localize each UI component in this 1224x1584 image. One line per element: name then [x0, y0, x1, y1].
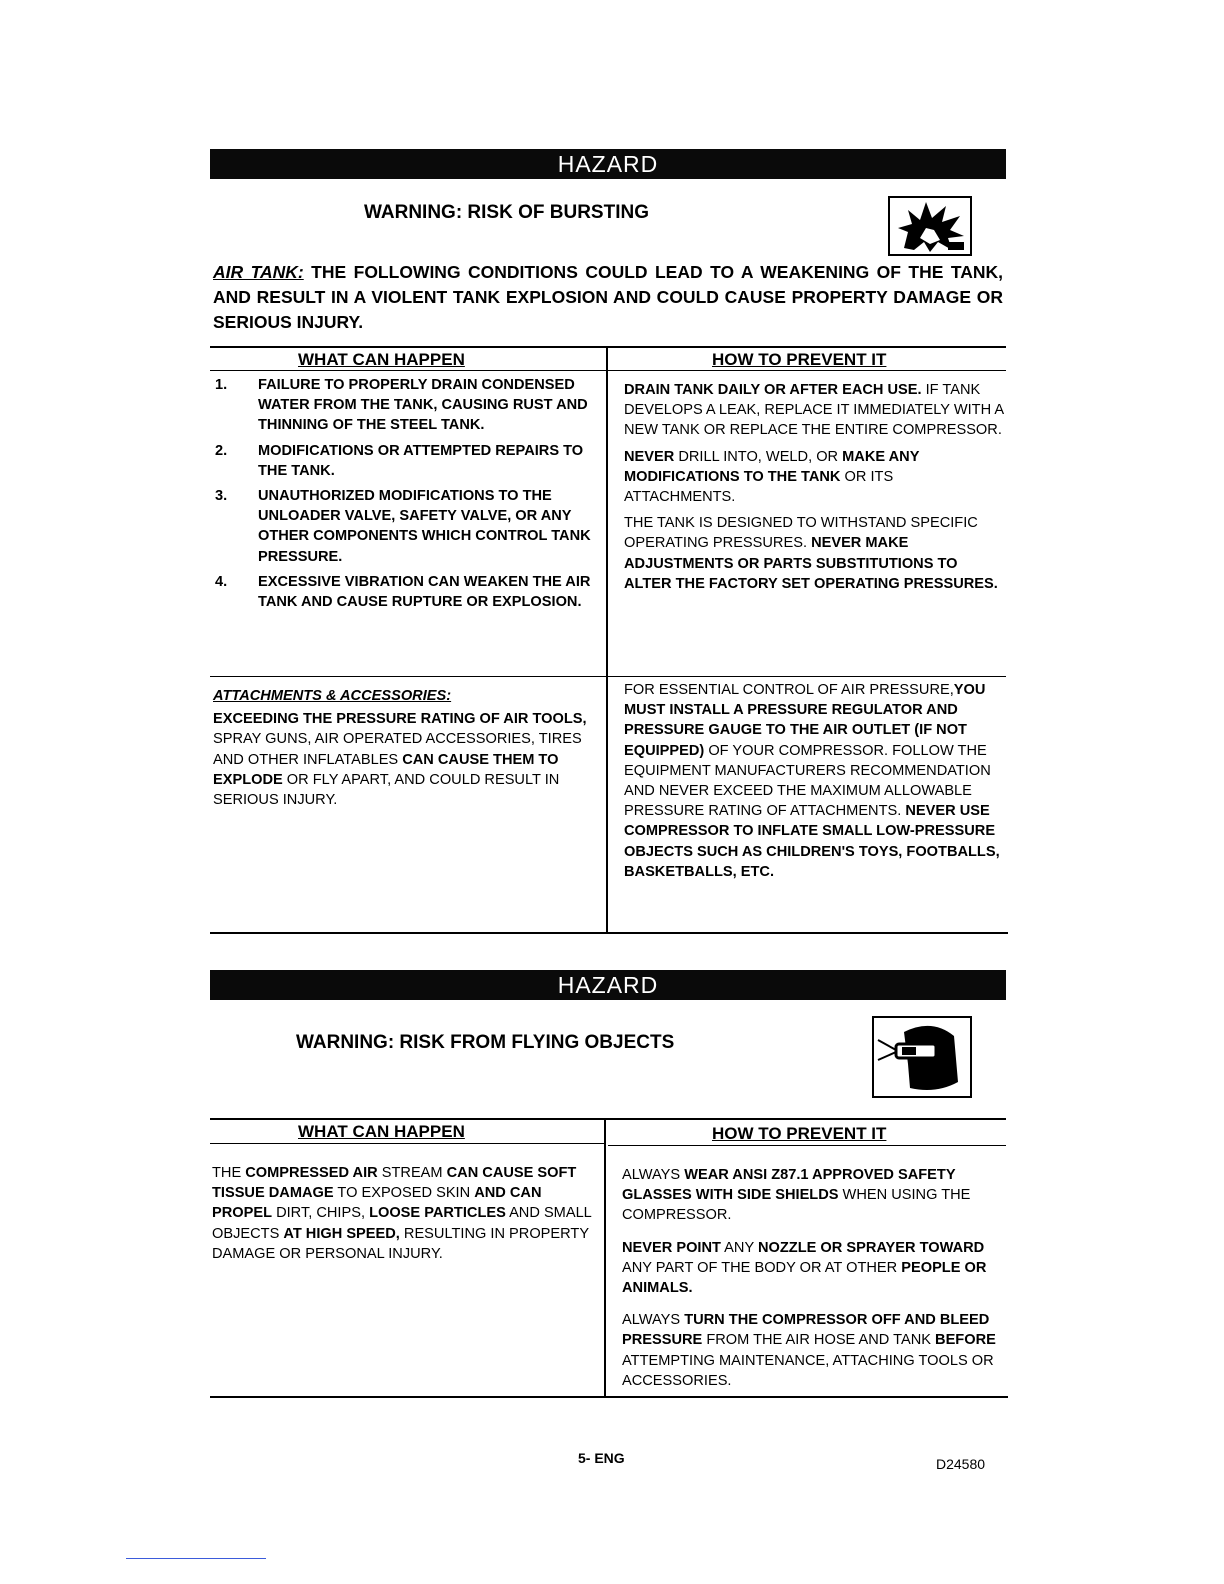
- hazard-banner: HAZARD: [210, 149, 1006, 179]
- header-underline-right: [608, 370, 1006, 371]
- col-how-to-prevent: HOW TO PREVENT IT: [712, 350, 887, 369]
- air-tank-text: THE FOLLOWING CONDITIONS COULD LEAD TO A WEAKENING OF THE TANK, AND RESULT IN A VIOLENT TANK EXPLOSION AND COULD CAUSE PROPERTY DAMAGE OR SERIOUS INJURY.: [213, 262, 1003, 332]
- air-tank-intro: [213, 260, 1003, 335]
- flying-objects-prevent: ALWAYS WEAR ANSI Z87.1 APPROVED SAFETY GLASSES WITH SIDE SHIELDS WHEN USING THE COMPRESSOR. NEVER POINT ANY NOZZLE OR SPRAYER TOWARD ANY PART OF THE BODY OR AT OTHER PEOPLE OR ANIMALS. ALWAYS TURN THE COMPRESSOR OFF AND BLEED PRESSURE FROM THE AIR HOSE AND TANK BEFORE ATTEMPTING MAINTENANCE, ATTACHING TOOLS OR ACCESSORIES.: [622, 1167, 996, 1389]
- table-top-rule: [210, 1118, 1006, 1120]
- col-what-can-happen: WHAT CAN HAPPEN: [298, 1122, 465, 1141]
- list-item: 1. FAILURE TO PROPERLY DRAIN CONDENSED WATER FROM THE TANK, CAUSING RUST AND THINNING OF THE STEEL TANK.: [215, 377, 588, 434]
- header-underline-right: [608, 1145, 1006, 1146]
- table-column-divider: [604, 1118, 606, 1398]
- header-underline-left: [210, 1143, 606, 1144]
- table-column-divider: [606, 346, 608, 932]
- explosion-icon: [888, 196, 972, 256]
- header-underline-left: [210, 370, 606, 371]
- prevent-text-1: DRAIN TANK DAILY OR AFTER EACH USE. IF TANK DEVELOPS A LEAK, REPLACE IT IMMEDIATELY WITH A NEW TANK OR REPLACE THE ENTIRE COMPRESSOR. NEVER DRILL INTO, WELD, OR MAKE ANY MODIFICATIONS TO THE TANK OR ITS ATTACHMENTS. THE TANK IS DESIGNED TO WITHSTAND SPECIFIC OPERATING PRESSURES. NEVER MAKE ADJUSTMENTS OR PARTS SUBSTITUTIONS TO ALTER THE FACTORY SET OPERATING PRESSURES.: [624, 382, 1004, 592]
- list-item: 4. EXCESSIVE VIBRATION CAN WEAKEN THE AIR TANK AND CAUSE RUPTURE OR EXPLOSION.: [215, 573, 591, 611]
- col-how-to-prevent: HOW TO PREVENT IT: [712, 1124, 887, 1143]
- table-top-rule: [210, 346, 1006, 348]
- document-code: D24580: [936, 1456, 986, 1472]
- hazard-banner: HAZARD: [210, 970, 1006, 1000]
- safety-goggles-icon: [872, 1016, 972, 1098]
- table-row-rule: [210, 676, 1006, 677]
- attachments-hazard: ATTACHMENTS & ACCESSORIES: EXCEEDING THE PRESSURE RATING OF AIR TOOLS, SPRAY GUNS, AIR OPERATED ACCESSORIES, TIRES AND OTHER INFLATABLES CAN CAUSE THEM TO EXPLODE OR FLY APART, AND COULD RESULT IN SERIOUS INJURY.: [213, 688, 587, 809]
- flying-objects-hazard: THE COMPRESSED AIR STREAM CAN CAUSE SOFT TISSUE DAMAGE TO EXPOSED SKIN AND CAN PROPEL DIRT, CHIPS, LOOSE PARTICLES AND SMALL OBJECTS AT HIGH SPEED, RESULTING IN PROPERTY DAMAGE OR PERSONAL INJURY.: [212, 1165, 592, 1262]
- page-number: 5- ENG: [578, 1450, 625, 1466]
- hazard-list: [213, 375, 593, 617]
- table-bottom-rule: [210, 932, 1008, 934]
- air-tank-lead: AIR TANK:: [213, 262, 304, 282]
- warning-title: WARNING: RISK OF BURSTING: [364, 202, 649, 223]
- list-item: 3. UNAUTHORIZED MODIFICATIONS TO THE UNLOADER VALVE, SAFETY VALVE, OR ANY OTHER COMPONENTS WHICH CONTROL TANK PRESSURE.: [215, 488, 591, 565]
- list-item: 2. MODIFICATIONS OR ATTEMPTED REPAIRS TO THE TANK.: [215, 442, 584, 479]
- footer-rule: [126, 1558, 266, 1559]
- attachments-prevent: FOR ESSENTIAL CONTROL OF AIR PRESSURE,YOU MUST INSTALL A PRESSURE REGULATOR AND PRESSURE GAUGE TO THE AIR OUTLET (IF NOT EQUIPPED) OF YOUR COMPRESSOR. FOLLOW THE EQUIPMENT MANUFACTURERS RECOMMENDATION AND NEVER EXCEED THE MAXIMUM ALLOWABLE PRESSURE RATING OF ATTACHMENTS. NEVER USE COMPRESSOR TO INFLATE SMALL LOW-PRESSURE OBJECTS SUCH AS CHILDREN'S TOYS, FOOTBALLS, BASKETBALLS, ETC.: [624, 682, 1000, 880]
- warning-title: WARNING: RISK FROM FLYING OBJECTS: [296, 1032, 675, 1053]
- col-what-can-happen: WHAT CAN HAPPEN: [298, 350, 465, 369]
